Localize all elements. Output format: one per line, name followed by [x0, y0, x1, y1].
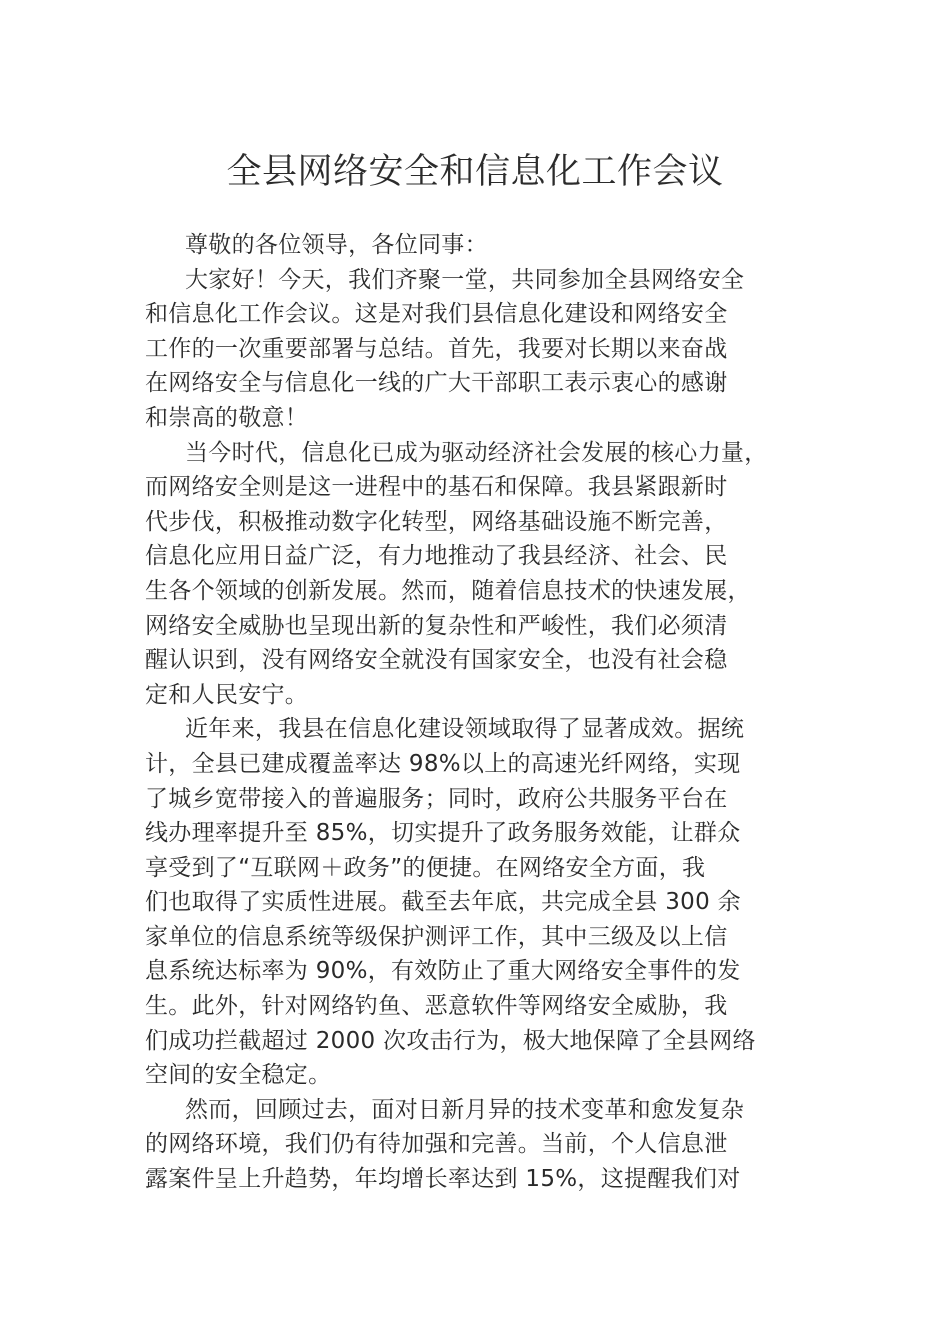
text-line: 露案件呈上升趋势，年均增长率达到 15%，这提醒我们对 — [145, 1166, 741, 1193]
paragraph-achievements — [145, 712, 817, 1093]
text-line: 网络安全威胁也呈现出新的复杂性和严峻性，我们必须清 — [145, 612, 728, 639]
text-line: 享受到了“互联网＋政务”的便捷。在网络安全方面，我 — [145, 854, 706, 881]
text-line: 计，全县已建成覆盖率达 98%以上的高速光纤网络，实现 — [145, 750, 741, 777]
text-line: 和信息化工作会议。这是对我们县信息化建设和网络安全 — [145, 301, 728, 328]
text-line: 线办理率提升至 85%，切实提升了政务服务效能，让群众 — [145, 820, 741, 847]
text-line: 代步伐，积极推动数字化转型，网络基础设施不断完善， — [145, 508, 728, 535]
text-line: 然而，回顾过去，面对日新月异的技术变革和愈发复杂 — [185, 1096, 745, 1123]
paragraph-greeting — [145, 228, 817, 263]
text-line: 尊敬的各位领导，各位同事： — [185, 232, 488, 258]
text-line: 生。此外，针对网络钓鱼、恶意软件等网络安全威胁，我 — [145, 993, 728, 1020]
text-line: 们也取得了实质性进展。截至去年底，共完成全县 300 余 — [145, 889, 741, 916]
text-line: 在网络安全与信息化一线的广大干部职工表示衷心的感谢 — [145, 370, 728, 397]
text-line: 而网络安全则是这一进程中的基石和保障。我县紧跟新时 — [145, 474, 728, 501]
text-line: 们成功拦截超过 2000 次攻击行为，极大地保障了全县网络 — [145, 1027, 756, 1054]
text-line: 和崇高的敬意！ — [145, 404, 309, 431]
paragraph-context — [145, 436, 817, 713]
text-line: 近年来，我县在信息化建设领域取得了显著成效。据统 — [185, 716, 745, 743]
text-line: 了城乡宽带接入的普遍服务；同时，政府公共服务平台在 — [145, 785, 728, 812]
text-line: 的网络环境，我们仍有待加强和完善。当前，个人信息泄 — [145, 1131, 728, 1158]
text-line: 信息化应用日益广泛，有力地推动了我县经济、社会、民 — [145, 543, 728, 570]
paragraph-challenges — [145, 1093, 817, 1197]
text-line: 醒认识到，没有网络安全就没有国家安全，也没有社会稳 — [145, 647, 728, 674]
text-line: 当今时代，信息化已成为驱动经济社会发展的核心力量， — [185, 439, 768, 466]
paragraph-opening — [145, 263, 817, 436]
document-title: 全县网络安全和信息化工作会议 — [226, 152, 724, 192]
text-line: 空间的安全稳定。 — [145, 1062, 332, 1089]
text-line: 工作的一次重要部署与总结。首先，我要对长期以来奋战 — [145, 335, 728, 362]
text-line: 生各个领域的创新发展。然而，随着信息技术的快速发展， — [145, 577, 751, 604]
text-line: 家单位的信息系统等级保护测评工作，其中三级及以上信 — [145, 923, 728, 950]
text-line: 息系统达标率为 90%，有效防止了重大网络安全事件的发 — [145, 958, 741, 985]
text-line: 定和人民安宁。 — [145, 681, 309, 708]
document-body — [145, 228, 817, 1197]
text-line: 大家好！今天，我们齐聚一堂，共同参加全县网络安全 — [185, 266, 745, 293]
